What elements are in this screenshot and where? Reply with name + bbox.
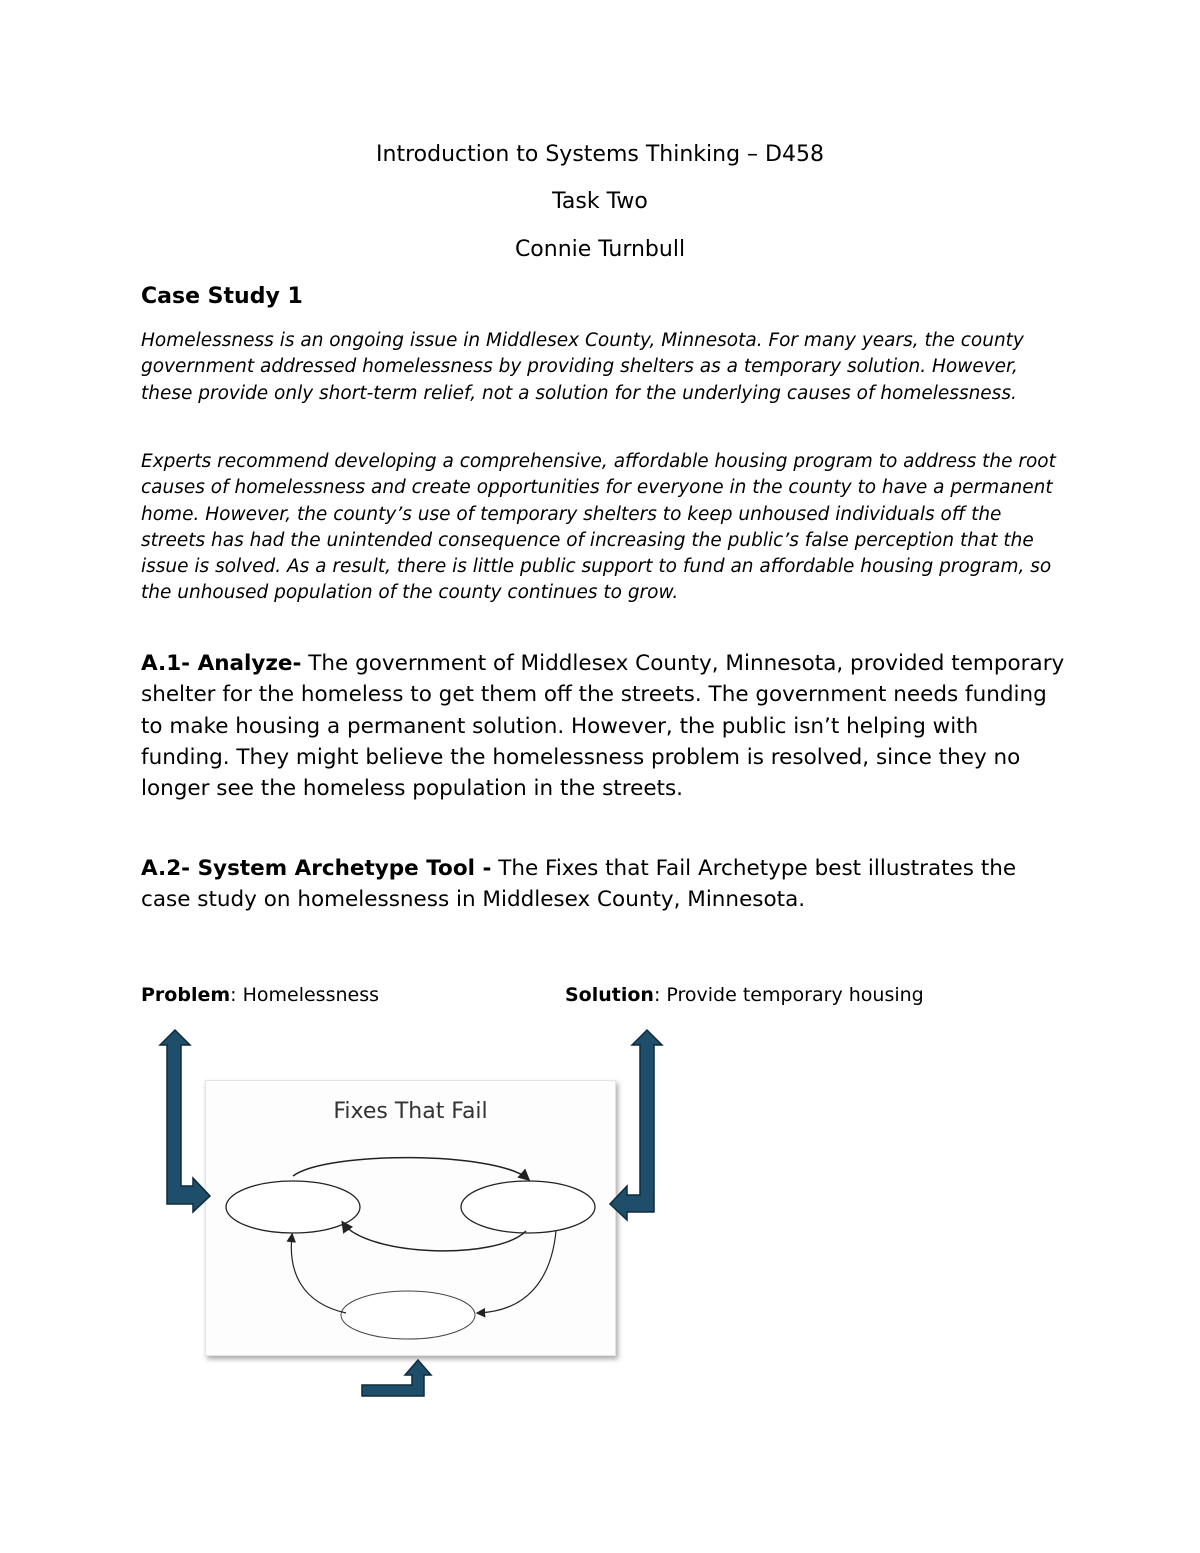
consequence-arrow [362,1360,431,1396]
problem-value: : Homelessness [230,984,380,1006]
solution-arrow [610,1030,662,1220]
problem-arrow [160,1030,210,1212]
document-title: Introduction to Systems Thinking – D458 [376,142,824,167]
diagram-title: Fixes That Fail [333,1099,488,1124]
case-study-heading: Case Study 1 [141,284,303,309]
section-a1-label: A.1- Analyze- [141,651,302,676]
case-study-paragraph-1: Homelessness is an ongoing issue in Middlesex County, Minnesota. For many years, the county government addressed homelessness by providing shelters as a temporary solution. However, these provide only short-term relief, not a solution for the underlying causes of homelessness. [141,330,1024,404]
task-label: Task Two [552,189,648,214]
section-a2-text: The Fixes that Fail Archetype best illustrates the case study on homelessness in Middlesex County, Minnesota. [141,856,1017,913]
solution-label: Solution [565,984,654,1006]
solution-value: : Provide temporary housing [653,984,924,1006]
section-a1-text: The government of Middlesex County, Minnesota, provided temporary shelter for the homeless to get them off the streets. The government needs funding to make housing a permanent solution. However, the public isn’t helping with funding. They might believe the homelessness problem is resolved, since they no longer see the homeless population in the streets. [141,651,1065,802]
section-a2-label: A.2- System Archetype Tool - [141,856,492,881]
case-study-paragraph-2: Experts recommend developing a comprehensive, affordable housing program to address the root causes of homelessness and create opportunities for everyone in the county to have a permanent home. However, the county’s use of temporary shelters to keep unhoused individuals off the streets has had the unintended consequence of increasing the public’s false perception that the issue is solved. As a result, there is little public support to fund an affordable housing program, so the unhoused population of the county continues to grow. [141,451,1056,604]
author-name: Connie Turnbull [514,237,686,262]
problem-label: Problem [141,984,231,1006]
